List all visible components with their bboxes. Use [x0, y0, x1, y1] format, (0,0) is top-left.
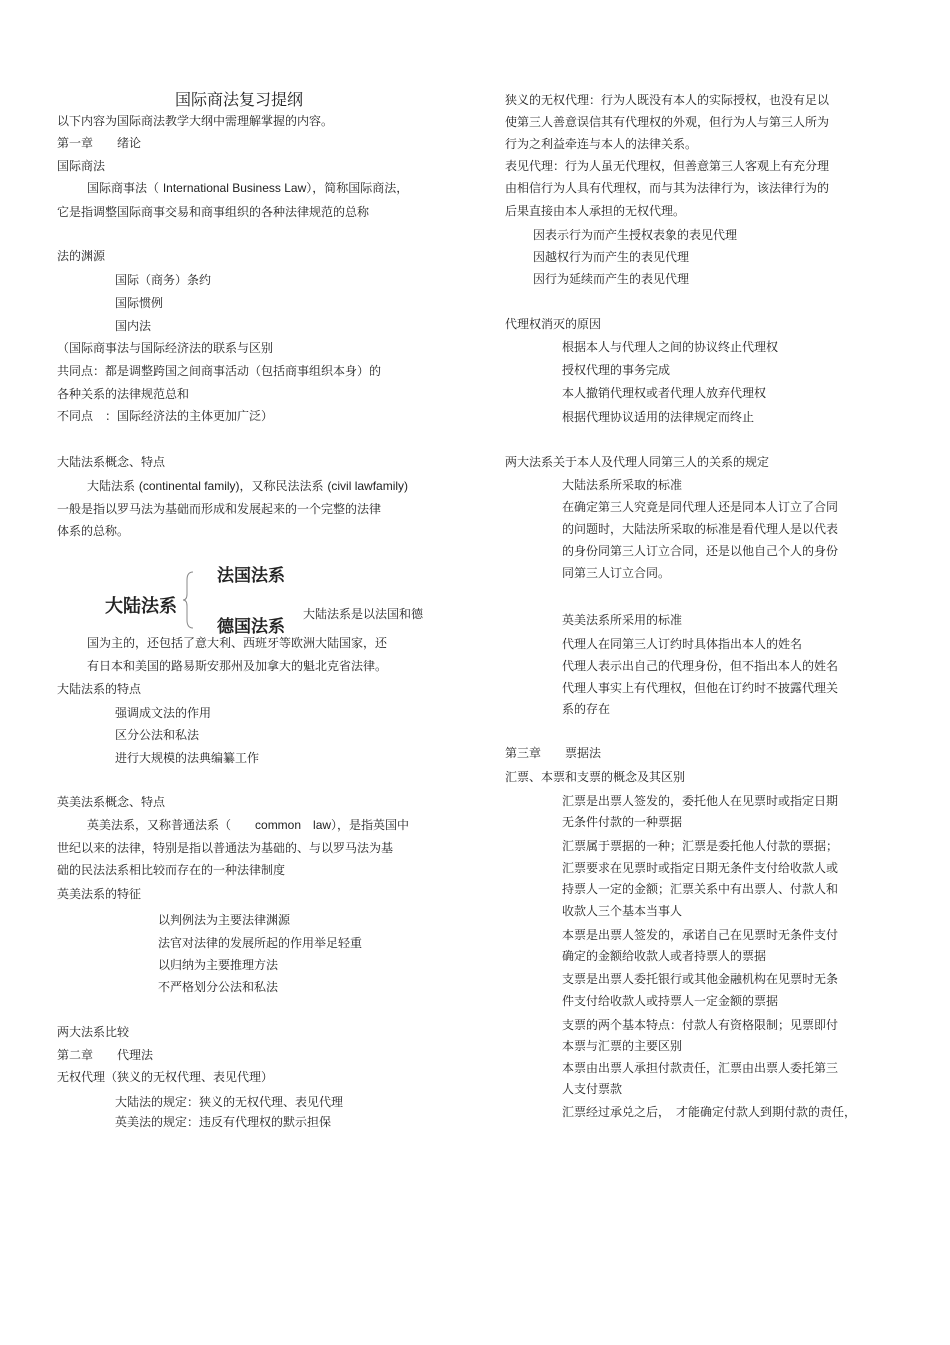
heading-continental-features: 大陆法系的特点	[57, 682, 142, 696]
bill-line: 本票与汇票的主要区别	[562, 1039, 683, 1053]
bill-line: 支票是出票人委托银行或其他金融机构在见票时无条	[562, 972, 839, 986]
bill-line: 汇票属于票据的一种；汇票是委托他人付款的票据；	[562, 839, 839, 853]
agency-rule-item: 英美法的规定：违反有代理权的默示担保	[115, 1115, 332, 1129]
heading-third-party-relations: 两大法系关于本人及代理人同第三人的关系的规定	[505, 455, 770, 469]
bill-line: 收款人三个基本当事人	[562, 904, 683, 918]
feature-item: 强调成文法的作用	[115, 706, 212, 720]
common-law-def-line: 英美法系，又称普通法系（ common law），是指英国中	[87, 818, 410, 832]
common-standard-heading: 英美法系所采用的标准	[562, 613, 683, 627]
termination-item: 根据本人与代理人之间的协议终止代理权	[562, 340, 779, 354]
termination-item: 本人撤销代理权或者代理人放弃代理权	[562, 386, 767, 400]
relation-line: 共同点：都是调整跨国之间商事活动（包括商事组织本身）的	[57, 364, 382, 378]
common-standard-line: 代理人在同第三人订约时具体指出本人的姓名	[562, 637, 803, 651]
apparent-agency-type: 因表示行为而产生授权表象的表见代理	[533, 228, 738, 242]
bill-line: 无条件付款的一种票据	[562, 815, 683, 829]
chapter-2-heading: 第二章 代理法	[57, 1048, 154, 1062]
bill-line: 件支付给收款人或持票人一定金额的票据	[562, 994, 779, 1008]
diagram-continental-law: 大陆法系	[105, 596, 177, 617]
intro-text: 以下内容为国际商法教学大纲中需理解掌握的内容。	[57, 114, 334, 128]
heading-sources-of-law: 法的渊源	[57, 249, 106, 263]
apparent-agency-type: 因行为延续而产生的表见代理	[533, 272, 690, 286]
common-standard-line: 代理人事实上有代理权，但他在订约时不披露代理关	[562, 681, 839, 695]
source-item: 国际（商务）条约	[115, 273, 212, 287]
heading-continental-law: 大陆法系概念、特点	[57, 455, 166, 469]
feature-item: 以判例法为主要法律渊源	[158, 913, 291, 927]
definition-line-1: 国际商事法（ International Business Law），简称国际商法，	[87, 181, 409, 195]
feature-item: 以归纳为主要推理方法	[158, 958, 279, 972]
bill-line: 确定的金额给收款人或者持票人的票据	[562, 949, 767, 963]
bill-line: 汇票经过承兑之后， 才能确定付款人到期付款的责任，	[562, 1105, 857, 1119]
heading-bills: 汇票、本票和支票的概念及其区别	[505, 770, 686, 784]
narrow-agency-line: 行为之利益牵连与本人的法律关系。	[505, 137, 698, 151]
apparent-agency-line: 后果直接由本人承担的无权代理。	[505, 204, 686, 218]
feature-item: 区分公法和私法	[115, 728, 200, 742]
bill-line: 本票由出票人承担付款责任，汇票由出票人委托第三	[562, 1061, 839, 1075]
bill-line: 本票是出票人签发的，承诺自己在见票时无条件支付	[562, 928, 839, 942]
relation-line: 各种关系的法律规范总和	[57, 387, 190, 401]
bill-line: 持票人一定的金额；汇票关系中有出票人、付款人和	[562, 882, 839, 896]
continental-desc-line: 大陆法系是以法国和德	[303, 607, 424, 621]
bill-line: 汇票是出票人签发的，委托他人在见票时或指定日期	[562, 794, 839, 808]
continental-def-line: 体系的总称。	[57, 524, 130, 538]
apparent-agency-line: 表见代理：行为人虽无代理权，但善意第三人客观上有充分理	[505, 159, 830, 173]
common-standard-line: 代理人表示出自己的代理身份，但不指出本人的姓名	[562, 659, 839, 673]
agency-rule-item: 大陆法的规定：狭义的无权代理、表见代理	[115, 1095, 344, 1109]
common-law-def-line: 世纪以来的法律，特别是指以普通法为基础的、与以罗马法为基	[57, 841, 394, 855]
heading-common-law-features: 英美法系的特征	[57, 887, 142, 901]
heading-intl-business-law: 国际商法	[57, 159, 106, 173]
chapter-3-heading: 第三章 票据法	[505, 746, 602, 760]
source-item: 国内法	[115, 319, 152, 333]
civil-standard-line: 同第三人订立合同。	[562, 566, 671, 580]
heading-unauthorized-agency: 无权代理（狭义的无权代理、表见代理）	[57, 1070, 274, 1084]
diagram-french-law: 法国法系	[217, 566, 285, 586]
narrow-agency-line: 使第三人善意误信其有代理权的外观，但行为人与第三人所为	[505, 115, 830, 129]
source-item: 国际惯例	[115, 296, 164, 310]
feature-item: 进行大规模的法典编纂工作	[115, 751, 260, 765]
bill-line: 汇票要求在见票时或指定日期无条件支付给收款人或	[562, 861, 839, 875]
continental-desc-line: 有日本和美国的路易斯安那州及加拿大的魁北克省法律。	[87, 659, 388, 673]
civil-standard-line: 的身份同第三人订立合同，还是以他自己个人的身份	[562, 544, 839, 558]
brace-icon	[183, 570, 197, 630]
civil-standard-line: 的问题时，大陆法所采取的标准是看代理人是以代表	[562, 522, 839, 536]
termination-item: 授权代理的事务完成	[562, 363, 671, 377]
page-title: 国际商法复习提纲	[175, 90, 304, 109]
bill-line: 支票的两个基本特点：付款人有资格限制；见票即付	[562, 1018, 839, 1032]
civil-standard-line: 在确定第三人究竟是同代理人还是同本人订立了合同	[562, 500, 839, 514]
diagram-german-law: 德国法系	[217, 617, 285, 637]
heading-comparison: 两大法系比较	[57, 1025, 130, 1039]
narrow-agency-line: 狭义的无权代理：行为人既没有本人的实际授权，也没有足以	[505, 93, 830, 107]
definition-line-2: 它是指调整国际商事交易和商事组织的各种法律规范的总称	[57, 205, 370, 219]
common-law-def-line: 础的民法法系相比较而存在的一种法律制度	[57, 863, 286, 877]
heading-termination: 代理权消灭的原因	[505, 317, 602, 331]
continental-def-line: 大陆法系 (continental family)，又称民法法系 (civil lawfamily)	[87, 479, 409, 493]
termination-item: 根据代理协议适用的法律规定而终止	[562, 410, 755, 424]
heading-common-law: 英美法系概念、特点	[57, 795, 166, 809]
feature-item: 法官对法律的发展所起的作用举足轻重	[158, 936, 363, 950]
chapter-1-heading: 第一章 绪论	[57, 136, 142, 150]
common-standard-line: 系的存在	[562, 702, 611, 716]
bill-line: 人支付票款	[562, 1082, 623, 1096]
apparent-agency-type: 因越权行为而产生的表见代理	[533, 250, 690, 264]
continental-desc-line: 国为主的，还包括了意大利、西班牙等欧洲大陆国家，还	[87, 636, 388, 650]
civil-standard-heading: 大陆法系所采取的标准	[562, 478, 683, 492]
continental-def-line: 一般是指以罗马法为基础而形成和发展起来的一个完整的法律	[57, 502, 382, 516]
relation-line: 不同点 ：国际经济法的主体更加广泛）	[57, 409, 274, 423]
feature-item: 不严格划分公法和私法	[158, 980, 279, 994]
relation-line: （国际商事法与国际经济法的联系与区别	[57, 341, 274, 355]
apparent-agency-line: 由相信行为人具有代理权，而与其为法律行为，该法律行为的	[505, 181, 830, 195]
